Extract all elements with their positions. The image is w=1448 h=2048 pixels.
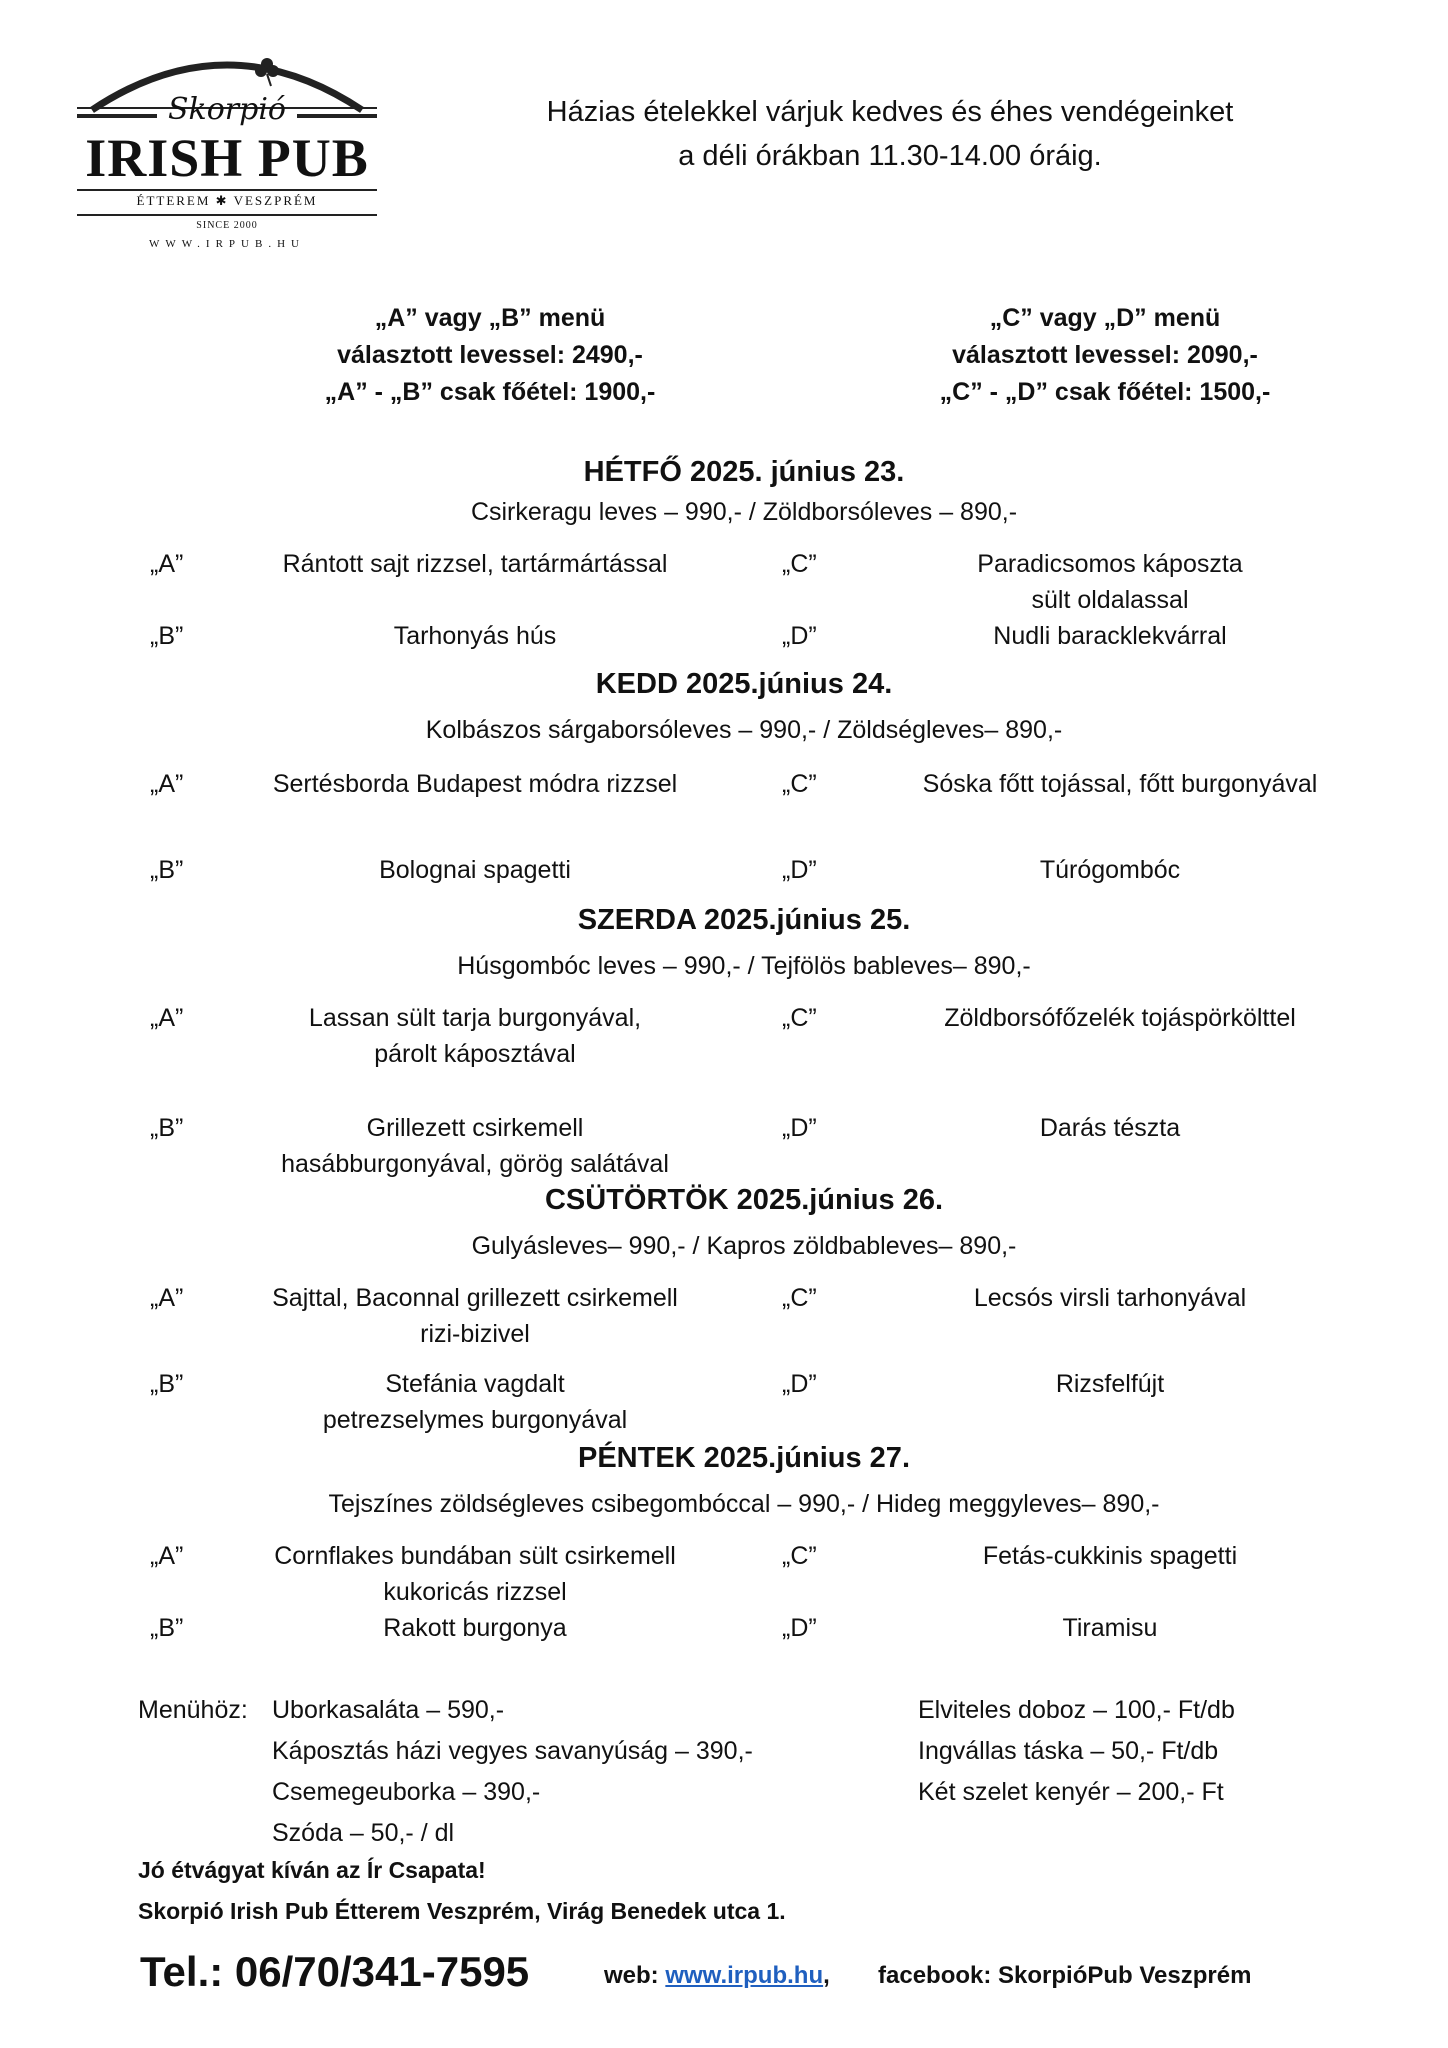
menu-dish-d bbox=[900, 1110, 1320, 1146]
day-soups: Tejszínes zöldségleves csibegombóccal – 990,- / Hideg meggyleves– 890,- bbox=[328, 1490, 1160, 1518]
menu-dish-b bbox=[235, 852, 715, 888]
dish-line: Túrógombóc bbox=[1039, 856, 1181, 884]
footer-web bbox=[604, 1962, 830, 1990]
menu-letter-b: „B” bbox=[150, 1114, 184, 1142]
dish-line: Rántott sajt rizzsel, tartármártással bbox=[282, 550, 668, 578]
welcome-line-1: Házias ételekkel várjuk kedves és éhes vendégeinket bbox=[546, 96, 1234, 128]
dish-line: rizi-bizivel bbox=[420, 1320, 530, 1348]
pub-logo bbox=[62, 40, 392, 270]
menu-letter-a: „A” bbox=[150, 550, 184, 578]
dish-line: Paradicsomos káposzta bbox=[977, 550, 1243, 578]
menu-dish-c bbox=[900, 1538, 1320, 1574]
menu-dish-b bbox=[235, 1110, 715, 1182]
welcome-line-2: a déli órákban 11.30-14.00 óráig. bbox=[678, 140, 1102, 172]
extras-item: Káposztás házi vegyes savanyúság – 390,- bbox=[272, 1737, 753, 1765]
logo-brand: IRISH PUB bbox=[85, 128, 369, 188]
extras-item: Két szelet kenyér – 200,- Ft bbox=[918, 1778, 1224, 1806]
price-cd-line-3: „C” - „D” csak főétel: 1500,- bbox=[939, 378, 1271, 406]
web-comma: , bbox=[823, 1962, 830, 1989]
day-title: PÉNTEK 2025.június 27. bbox=[577, 1442, 910, 1474]
web-label: web: bbox=[604, 1962, 659, 1989]
menu-letter-d: „D” bbox=[782, 856, 817, 884]
footer-phone: Tel.: 06/70/341-7595 bbox=[140, 1948, 530, 1995]
logo-since: SINCE 2000 bbox=[196, 220, 258, 231]
dish-line: Rizsfelfújt bbox=[1055, 1370, 1165, 1398]
dish-line: sült oldalassal bbox=[1031, 586, 1189, 614]
dish-line: Grillezett csirkemell bbox=[366, 1114, 584, 1142]
dish-line: párolt káposztával bbox=[374, 1040, 576, 1068]
welcome-text bbox=[460, 90, 1320, 178]
menu-dish-c bbox=[870, 1000, 1370, 1036]
menu-letter-d: „D” bbox=[782, 622, 817, 650]
menu-dish-b bbox=[235, 1366, 715, 1438]
day-soups: Kolbászos sárgaborsóleves – 990,- / Zöldségleves– 890,- bbox=[425, 716, 1063, 744]
menu-dish-a bbox=[235, 1000, 715, 1072]
dish-line: Fetás-cukkinis spagetti bbox=[982, 1542, 1238, 1570]
day-title: CSÜTÖRTÖK 2025.június 26. bbox=[544, 1184, 944, 1216]
dish-line: Zöldborsófőzelék tojáspörkölttel bbox=[944, 1004, 1296, 1032]
price-ab-line-1: „A” vagy „B” menü bbox=[374, 304, 606, 332]
dish-line: Bolognai spagetti bbox=[379, 856, 571, 884]
dish-line: Rakott burgonya bbox=[383, 1614, 567, 1642]
day-title: SZERDA 2025.június 25. bbox=[577, 904, 911, 936]
web-link[interactable]: www.irpub.hu bbox=[665, 1962, 824, 1989]
menu-letter-a: „A” bbox=[150, 1284, 184, 1312]
extras-item: Uborkasaláta – 590,- bbox=[272, 1696, 505, 1724]
menu-letter-a: „A” bbox=[150, 770, 184, 798]
menu-dish-a bbox=[235, 1538, 715, 1610]
menu-letter-c: „C” bbox=[782, 1542, 817, 1570]
footer-facebook: facebook: SkorpióPub Veszprém bbox=[878, 1962, 1252, 1989]
price-ab-line-2: választott levessel: 2490,- bbox=[337, 341, 643, 369]
extras-item: Elviteles doboz – 100,- Ft/db bbox=[918, 1696, 1235, 1724]
dish-line: hasábburgonyával, görög salátával bbox=[281, 1150, 669, 1178]
menu-letter-a: „A” bbox=[150, 1542, 184, 1570]
price-cd-line-1: „C” vagy „D” menü bbox=[989, 304, 1221, 332]
menu-letter-c: „C” bbox=[782, 1284, 817, 1312]
dish-line: Sajttal, Baconnal grillezett csirkemell bbox=[272, 1284, 678, 1312]
day-title: HÉTFŐ 2025. június 23. bbox=[583, 456, 905, 488]
dish-line: petrezselymes burgonyával bbox=[322, 1406, 628, 1434]
menu-dish-a bbox=[235, 546, 715, 582]
menu-letter-b: „B” bbox=[150, 1370, 184, 1398]
menu-letter-c: „C” bbox=[782, 1004, 817, 1032]
footer-wish: Jó étvágyat kíván az Ír Csapata! bbox=[138, 1857, 486, 1883]
menu-dish-a bbox=[235, 1280, 715, 1352]
footer-address: Skorpió Irish Pub Étterem Veszprém, Virág Benedek utca 1. bbox=[138, 1898, 786, 1924]
dish-line: Nudli baracklekvárral bbox=[993, 622, 1227, 650]
dish-line: Cornflakes bundában sült csirkemell bbox=[274, 1542, 676, 1570]
extras-right-list bbox=[918, 1690, 1235, 1813]
menu-letter-b: „B” bbox=[150, 856, 184, 884]
menu-letter-c: „C” bbox=[782, 770, 817, 798]
menu-letter-d: „D” bbox=[782, 1370, 817, 1398]
day-soups: Gulyásleves– 990,- / Kapros zöldbableves– 890,- bbox=[471, 1232, 1017, 1260]
extras-item: Csemegeuborka – 390,- bbox=[272, 1778, 541, 1806]
menu-dish-c bbox=[900, 546, 1320, 618]
dish-line: Tarhonyás hús bbox=[393, 622, 557, 650]
menu-dish-d bbox=[900, 1610, 1320, 1646]
logo-url: WWW.IRPUB.HU bbox=[149, 238, 305, 250]
menu-dish-d bbox=[900, 852, 1320, 888]
menu-dish-d bbox=[900, 618, 1320, 654]
menu-dish-c bbox=[860, 766, 1380, 802]
day-soups: Húsgombóc leves – 990,- / Tejfölös bableves– 890,- bbox=[457, 952, 1031, 980]
dish-line: Darás tészta bbox=[1039, 1114, 1181, 1142]
logo-subtitle: ÉTTEREM ✱ VESZPRÉM bbox=[136, 193, 318, 208]
menu-letter-a: „A” bbox=[150, 1004, 184, 1032]
day-title: KEDD 2025.június 24. bbox=[595, 668, 893, 700]
day-soups: Csirkeragu leves – 990,- / Zöldborsóleves – 890,- bbox=[470, 498, 1018, 526]
dish-line: kukoricás rizzsel bbox=[383, 1578, 567, 1606]
extras-left-list bbox=[272, 1690, 753, 1854]
price-ab-line-3: „A” - „B” csak főétel: 1900,- bbox=[324, 378, 656, 406]
menu-dish-b bbox=[235, 1610, 715, 1646]
menu-letter-d: „D” bbox=[782, 1114, 817, 1142]
price-cd-line-2: választott levessel: 2090,- bbox=[952, 341, 1258, 369]
dish-line: Sertésborda Budapest módra rizzsel bbox=[272, 770, 678, 798]
menu-dish-d bbox=[900, 1366, 1320, 1402]
dish-line: Sóska főtt tojással, főtt burgonyával bbox=[922, 770, 1318, 798]
menu-dish-c bbox=[900, 1280, 1320, 1316]
menu-letter-b: „B” bbox=[150, 622, 184, 650]
menu-letter-d: „D” bbox=[782, 1614, 817, 1642]
menu-dish-a bbox=[235, 766, 715, 802]
logo-script-name: Skorpió bbox=[168, 92, 286, 127]
dish-line: Lassan sült tarja burgonyával, bbox=[308, 1004, 642, 1032]
dish-line: Stefánia vagdalt bbox=[385, 1370, 565, 1398]
extras-item: Szóda – 50,- / dl bbox=[272, 1819, 455, 1847]
dish-line: Lecsós virsli tarhonyával bbox=[973, 1284, 1247, 1312]
menu-letter-b: „B” bbox=[150, 1614, 184, 1642]
extras-item: Ingvállas táska – 50,- Ft/db bbox=[918, 1737, 1219, 1765]
price-block-cd bbox=[855, 300, 1355, 411]
price-block-ab bbox=[255, 300, 725, 411]
extras-label: Menühöz: bbox=[138, 1696, 248, 1724]
menu-dish-b bbox=[235, 618, 715, 654]
menu-letter-c: „C” bbox=[782, 550, 817, 578]
dish-line: Tiramisu bbox=[1062, 1614, 1158, 1642]
